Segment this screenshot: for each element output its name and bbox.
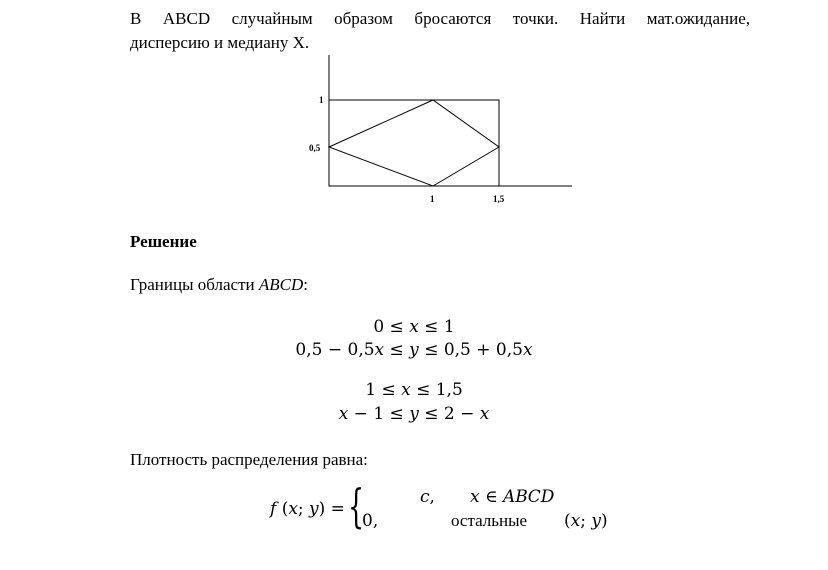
density-lhs: 𝑓 (𝑥; 𝑦) = <box>270 499 345 519</box>
case-2-vars: (𝑥; 𝑦) <box>564 511 608 531</box>
case-2-word: остальные <box>451 511 528 530</box>
y-tick-0-5: 0,5 <box>309 143 321 153</box>
bounds-label-colon: : <box>303 275 308 294</box>
bounds-label-text: Границы области <box>130 275 259 294</box>
piecewise-brace: { <box>348 479 365 533</box>
x-tick-1: 1 <box>430 194 435 204</box>
region-figure <box>300 55 580 210</box>
bounding-rectangle <box>329 100 499 186</box>
solution-heading: Решение <box>130 232 197 251</box>
density-label: Плотность распределения равна: <box>130 450 368 469</box>
region-abcd <box>329 100 499 186</box>
case-2-value: 0, <box>362 511 379 531</box>
case-1-value: 𝑐, <box>420 487 435 507</box>
bounds-label-var: ABCD <box>258 275 304 294</box>
inequality-1: 0 ≤ 𝑥 ≤ 1 <box>373 317 455 337</box>
x-tick-1-5: 1,5 <box>493 194 505 204</box>
problem-line-1: В ABCD случайным образом бросаются точки. Найти мат.ожидание, <box>130 9 750 28</box>
inequality-2: 0,5 − 0,5𝑥 ≤ 𝑦 ≤ 0,5 + 0,5𝑥 <box>295 340 533 360</box>
bounds-label <box>130 275 308 295</box>
y-tick-1: 1 <box>319 95 324 105</box>
inequality-4: 𝑥 − 1 ≤ 𝑦 ≤ 2 − 𝑥 <box>338 404 490 424</box>
problem-line-2: дисперсию и медиану X. <box>130 33 310 52</box>
case-1-condition: 𝑥 ∈ 𝐴𝐵𝐶𝐷 <box>470 487 555 507</box>
inequality-3: 1 ≤ 𝑥 ≤ 1,5 <box>365 380 463 400</box>
